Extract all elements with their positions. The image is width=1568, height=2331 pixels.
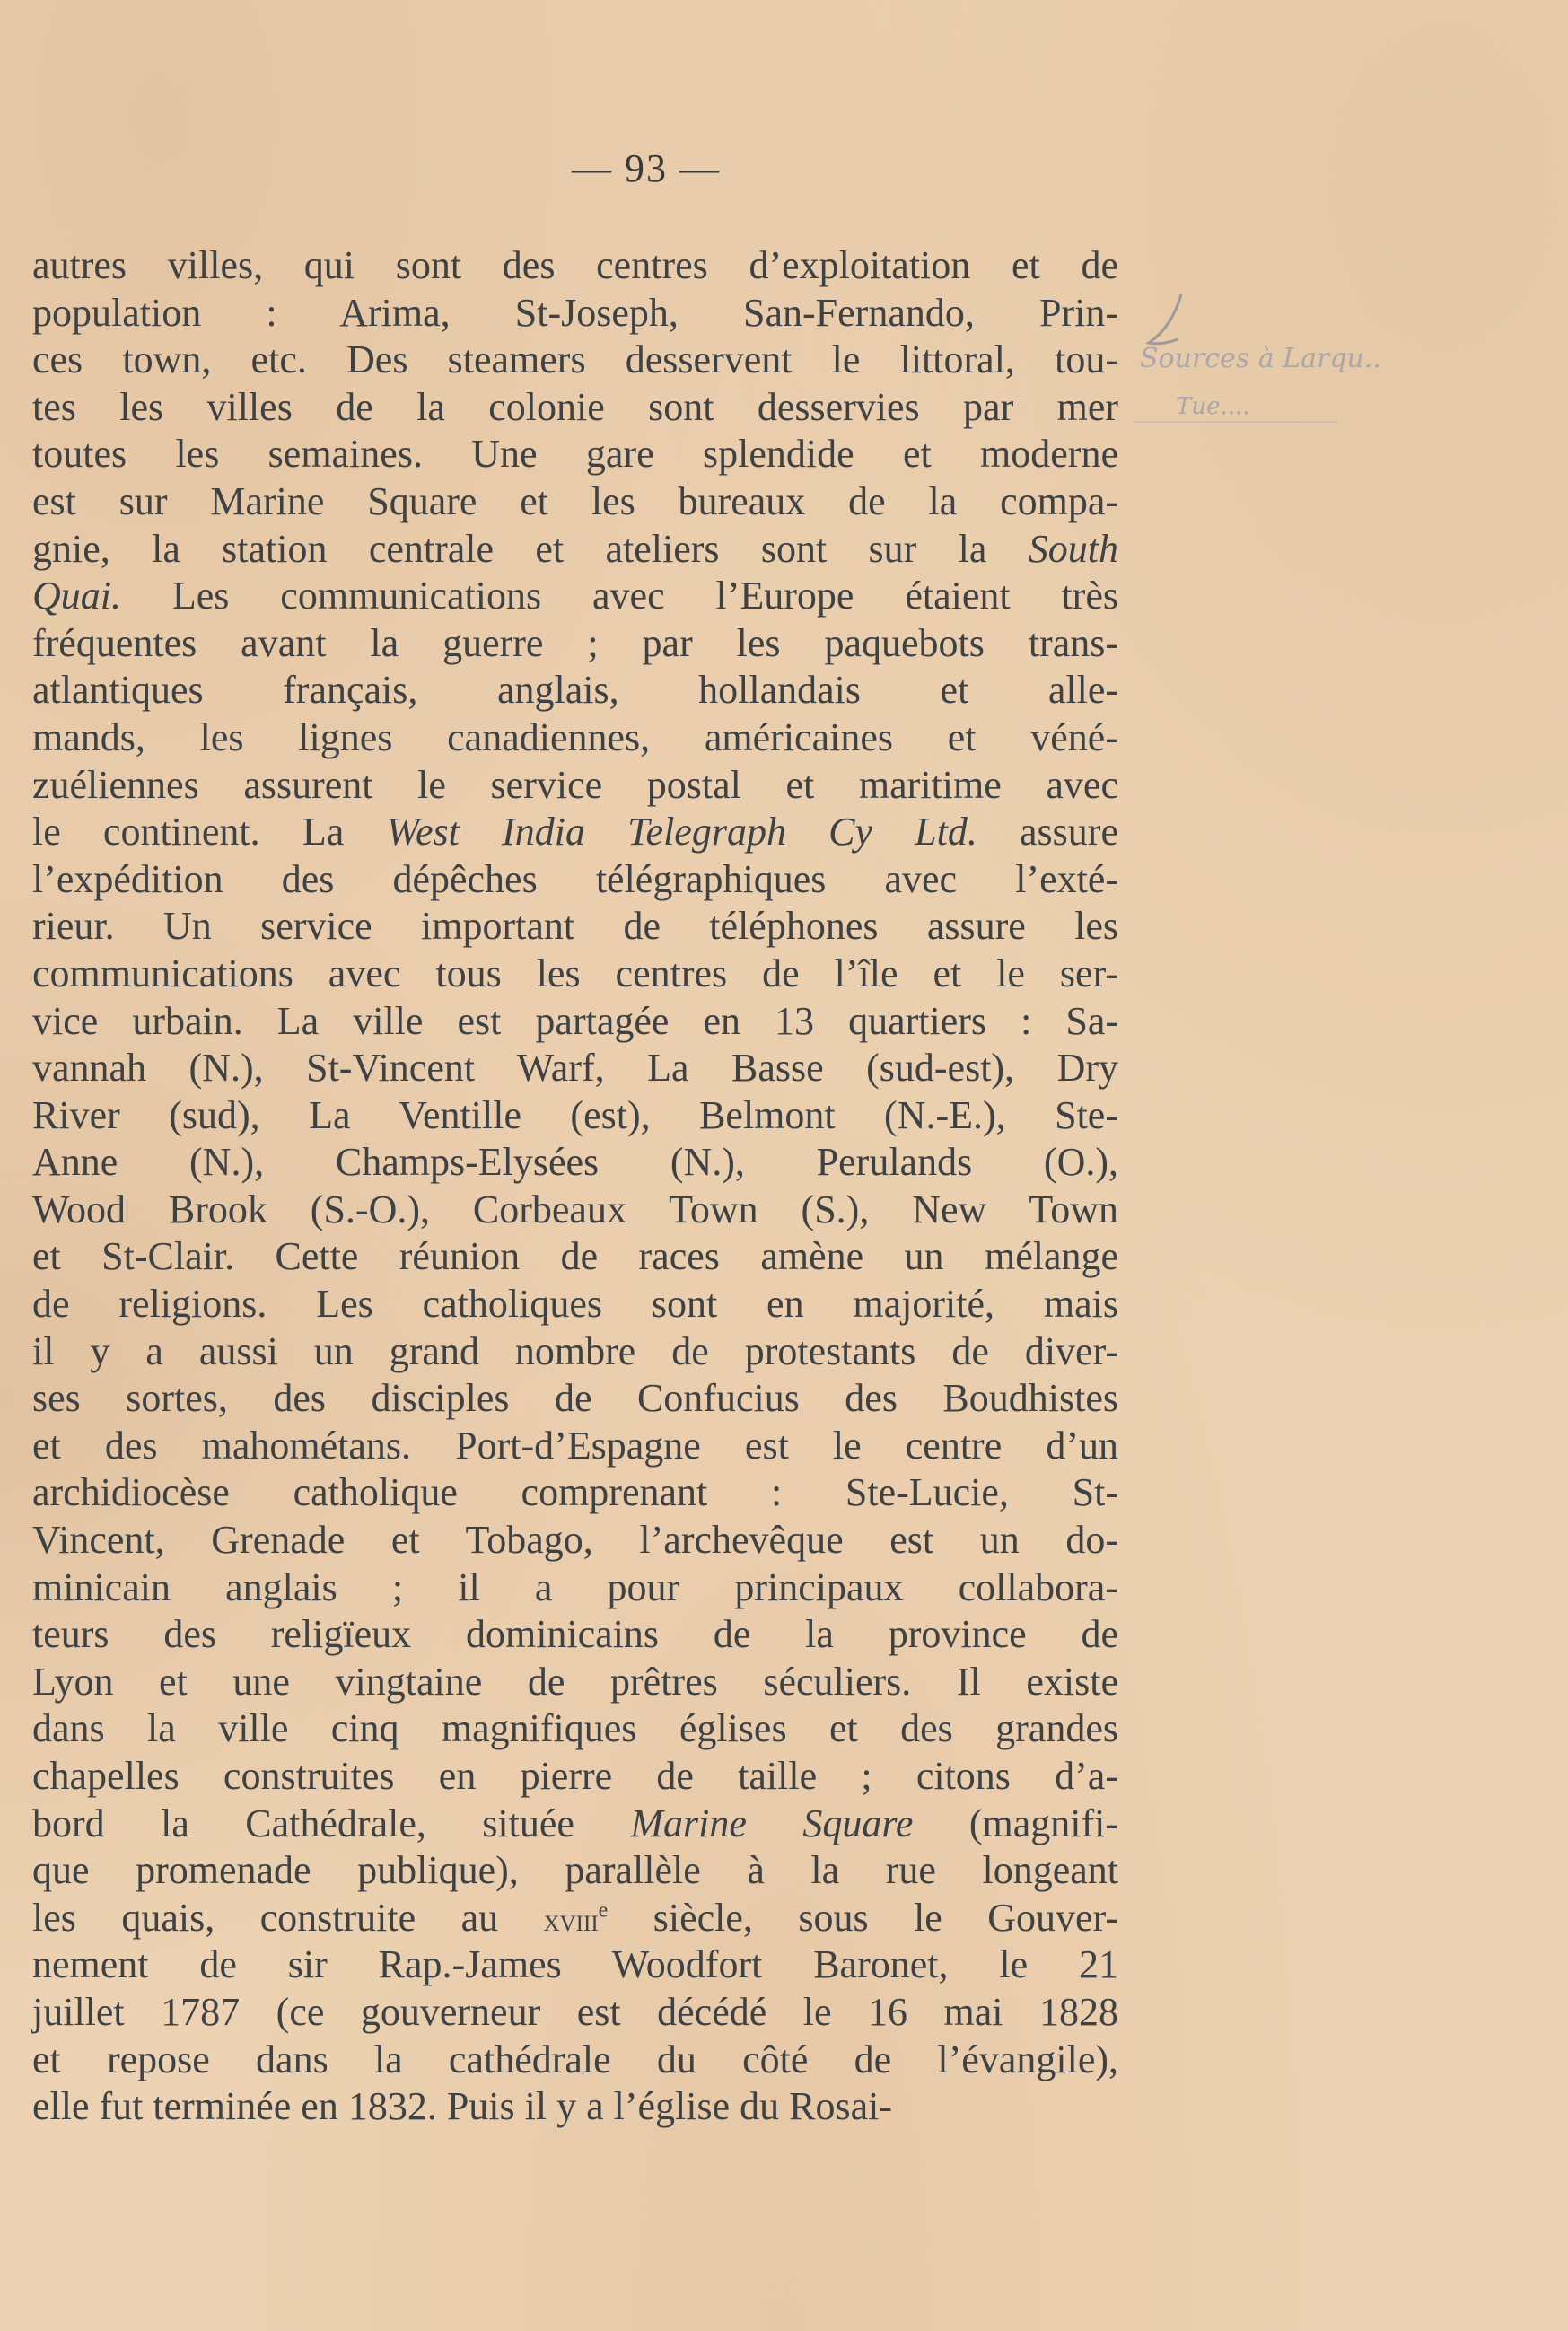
text-line bbox=[32, 2037, 1118, 2084]
text-segment: juillet 1787 (ce gouverneur est décédé le 16 mai 1828 bbox=[32, 1989, 1118, 2034]
text-segment: atlantiques français, anglais, hollandais et alle- bbox=[32, 668, 1118, 713]
text-line bbox=[32, 1423, 1118, 1470]
text-segment: dans la ville cinq magnifiques églises et des grandes bbox=[32, 1706, 1118, 1751]
text-line bbox=[32, 951, 1118, 998]
text-segment: population : Arima, St-Joseph, San-Fernando, Prin- bbox=[32, 290, 1118, 335]
text-line bbox=[32, 337, 1118, 384]
text-segment: assure bbox=[977, 810, 1118, 854]
text-line bbox=[32, 1753, 1118, 1801]
text-segment: Quai. bbox=[32, 574, 121, 618]
text-line bbox=[32, 1187, 1118, 1234]
text-segment: siècle, sous le Gouver- bbox=[608, 1895, 1118, 1940]
text-segment: elle fut terminée en 1832. Puis il y a l’église du Rosai- bbox=[32, 2084, 893, 2129]
text-segment: fréquentes avant la guerre ; par les paquebots trans- bbox=[32, 620, 1118, 665]
text-segment: gnie, la station centrale et ateliers sont sur la bbox=[32, 526, 1029, 571]
text-line bbox=[32, 1564, 1118, 1612]
text-segment: Wood Brook (S.-O.), Corbeaux Town (S.), New Town bbox=[32, 1187, 1118, 1231]
text-line bbox=[32, 1517, 1118, 1564]
text-line bbox=[32, 1705, 1118, 1753]
text-segment: Les communications avec l’Europe étaient très bbox=[121, 574, 1118, 618]
text-line bbox=[32, 384, 1118, 432]
text-line bbox=[32, 667, 1118, 714]
text-segment: River (sud), La Ventille (est), Belmont (N.-E.), Ste- bbox=[32, 1092, 1118, 1137]
text-line bbox=[32, 290, 1118, 337]
text-line bbox=[32, 1611, 1118, 1659]
text-segment: est sur Marine Square et les bureaux de la compa- bbox=[32, 478, 1118, 523]
text-segment: xviii bbox=[543, 1901, 599, 1938]
text-segment: nement de sir Rap.-James Woodfort Baronet, le 21 bbox=[32, 1942, 1118, 1987]
text-line bbox=[32, 431, 1118, 478]
text-segment: zuéliennes assurent le service postal et maritime avec bbox=[32, 762, 1118, 807]
text-segment: teurs des religïeux dominicains de la province de bbox=[32, 1612, 1118, 1657]
text-line bbox=[32, 1801, 1118, 1848]
text-line bbox=[32, 1847, 1118, 1895]
text-segment: et St-Clair. Cette réunion de races amène un mélange bbox=[32, 1234, 1118, 1279]
text-segment: (magnifi- bbox=[913, 1801, 1118, 1845]
text-line bbox=[32, 242, 1118, 290]
text-segment: minicain anglais ; il a pour principaux collabora- bbox=[32, 1564, 1118, 1609]
text-line bbox=[32, 762, 1118, 810]
text-segment: communications avec tous les centres de l’île et le ser- bbox=[32, 951, 1118, 995]
text-segment: archidiocèse catholique comprenant : Ste-Lucie, St- bbox=[32, 1470, 1118, 1515]
text-segment: le continent. La bbox=[32, 810, 387, 854]
text-line bbox=[32, 478, 1118, 526]
text-line bbox=[32, 809, 1118, 856]
text-line bbox=[32, 1233, 1118, 1281]
text-line bbox=[32, 1941, 1118, 1989]
body-text bbox=[32, 242, 1118, 2131]
text-segment: bord la Cathédrale, située bbox=[32, 1801, 631, 1845]
text-line bbox=[32, 1092, 1118, 1140]
text-segment: les quais, construite au bbox=[32, 1895, 544, 1940]
margin-note-line-1: Sources à Larqu.. bbox=[1140, 343, 1381, 374]
text-line bbox=[32, 1469, 1118, 1517]
text-line bbox=[32, 903, 1118, 951]
page-number: — 93 — bbox=[572, 146, 721, 190]
text-line bbox=[32, 1045, 1118, 1092]
text-segment: vannah (N.), St-Vincent Warf, La Basse (sud-est), Dry bbox=[32, 1046, 1118, 1091]
text-line bbox=[32, 1895, 1118, 1942]
text-line bbox=[32, 1281, 1118, 1328]
text-segment: et repose dans la cathédrale du côté de l’évangile), bbox=[32, 2037, 1118, 2081]
text-segment: autres villes, qui sont des centres d’exploitation et de bbox=[32, 243, 1118, 287]
text-line bbox=[32, 1659, 1118, 1706]
margin-handwritten-note bbox=[1122, 287, 1562, 449]
text-segment: Lyon et une vingtaine de prêtres séculiers. Il existe bbox=[32, 1659, 1118, 1704]
text-segment: Anne (N.), Champs-Elysées (N.), Perulands (O.), bbox=[32, 1140, 1118, 1185]
text-segment: chapelles construites en pierre de taille ; citons d’a- bbox=[32, 1754, 1118, 1798]
text-segment: mands, les lignes canadiennes, américaines et véné- bbox=[32, 714, 1118, 759]
text-line bbox=[32, 856, 1118, 904]
text-segment: ces town, etc. Des steamers desservent le littoral, tou- bbox=[32, 337, 1118, 382]
text-line bbox=[32, 1328, 1118, 1376]
text-segment: ses sortes, des disciples de Confucius des Boudhistes bbox=[32, 1376, 1118, 1421]
text-segment: il y a aussi un grand nombre de protestants de diver- bbox=[32, 1328, 1118, 1373]
text-line bbox=[32, 1375, 1118, 1423]
text-segment: Marine Square bbox=[630, 1801, 914, 1845]
text-segment: l’expédition des dépêches télégraphiques avec l’exté- bbox=[32, 856, 1118, 901]
text-segment: South bbox=[1028, 526, 1118, 571]
text-segment: de religions. Les catholiques sont en majorité, mais bbox=[32, 1282, 1118, 1327]
margin-note-line-2: Tue.... bbox=[1176, 393, 1250, 420]
text-segment: West India Telegraph Cy Ltd. bbox=[386, 810, 977, 854]
text-segment: tes les villes de la colonie sont desservies par mer bbox=[32, 384, 1118, 429]
text-line bbox=[32, 573, 1118, 620]
text-line bbox=[32, 1989, 1118, 2037]
text-segment: et des mahométans. Port-d’Espagne est le centre d’un bbox=[32, 1423, 1118, 1468]
text-line bbox=[32, 714, 1118, 762]
text-line bbox=[32, 2083, 1118, 2131]
text-segment: vice urbain. La ville est partagée en 13 quartiers : Sa- bbox=[32, 998, 1118, 1043]
text-line bbox=[32, 998, 1118, 1046]
text-segment: rieur. Un service important de téléphones assure les bbox=[32, 904, 1118, 949]
text-segment: Vincent, Grenade et Tobago, l’archevêque est un do- bbox=[32, 1518, 1118, 1563]
text-line bbox=[32, 620, 1118, 668]
text-segment: toutes les semaines. Une gare splendide et moderne bbox=[32, 432, 1118, 477]
text-segment: e bbox=[598, 1898, 609, 1923]
text-segment: que promenade publique), parallèle à la rue longeant bbox=[32, 1848, 1118, 1893]
text-line bbox=[32, 1139, 1118, 1187]
text-line bbox=[32, 526, 1118, 574]
